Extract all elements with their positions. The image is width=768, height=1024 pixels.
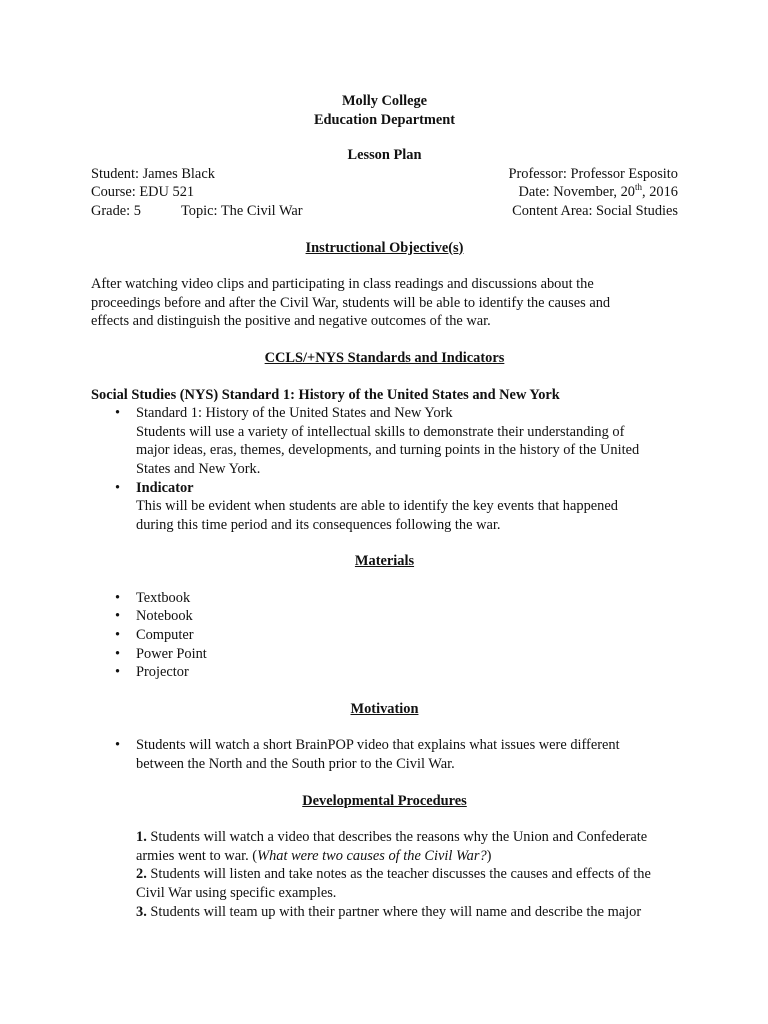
list-item: • Notebook xyxy=(91,607,678,626)
content-area: Content Area: Social Studies xyxy=(512,202,678,219)
lesson-topic: Topic: The Civil War xyxy=(181,202,303,219)
motivation-list xyxy=(91,736,678,773)
info-row-3 xyxy=(91,202,678,221)
list-item: • Standard 1: History of the United States and New York Students will use a variety of intellectual skills to demonstrate their understanding of major ideas, eras, themes, developments, and turning points in the history of the United States and New York. xyxy=(91,404,678,478)
student-name: Student: James Black xyxy=(91,165,215,182)
lesson-plan-page xyxy=(91,92,678,921)
list-item: • Projector xyxy=(91,663,678,682)
department-name: Education Department xyxy=(313,111,456,128)
materials-heading: Materials xyxy=(354,553,415,570)
lesson-date: Date: November, 20th, 2016 xyxy=(518,182,678,201)
procedure-step-1: 1. Students will watch a video that describes the reasons why the Union and Confederate armies went to war. (What were two causes of the Civil War?) xyxy=(136,829,648,864)
list-item: • Students will watch a short BrainPOP video that explains what issues were different between the North and the South prior to the Civil War. xyxy=(91,736,678,773)
info-row-2 xyxy=(91,183,678,202)
document-title: Lesson Plan xyxy=(347,147,422,164)
list-item: • Textbook xyxy=(91,589,678,608)
materials-list xyxy=(91,589,678,682)
grade-level: Grade: 5 xyxy=(91,202,141,219)
list-item: • Computer xyxy=(91,626,678,645)
procedures-heading: Developmental Procedures xyxy=(302,792,467,809)
course-code: Course: EDU 521 xyxy=(91,184,195,201)
info-row-1 xyxy=(91,165,678,184)
procedures-list xyxy=(91,828,678,921)
standards-heading: CCLS/+NYS Standards and Indicators xyxy=(264,349,505,366)
list-item: • Power Point xyxy=(91,645,678,664)
procedure-step-2: 2. Students will listen and take notes as the teacher discusses the causes and effects of the Civil War using specific examples. xyxy=(136,866,651,901)
list-item: • Indicator This will be evident when students are able to identify the key events that happened during this time period and its consequences following the war. xyxy=(91,479,678,535)
objectives-text: After watching video clips and participating in class readings and discussions about the proceedings before and after the Civil War, students will be able to identify the causes and effects and distinguish the positive and negative outcomes of the war. xyxy=(91,276,611,330)
college-name: Molly College xyxy=(341,93,428,109)
procedure-step-3: 3. Students will team up with their partner where they will name and describe the major xyxy=(136,903,642,920)
objectives-heading: Instructional Objective(s) xyxy=(305,239,464,256)
standards-list xyxy=(91,404,678,534)
standards-subheading: Social Studies (NYS) Standard 1: History of the United States and New York xyxy=(91,386,560,403)
motivation-heading: Motivation xyxy=(350,700,419,717)
professor-name: Professor: Professor Esposito xyxy=(508,165,678,182)
